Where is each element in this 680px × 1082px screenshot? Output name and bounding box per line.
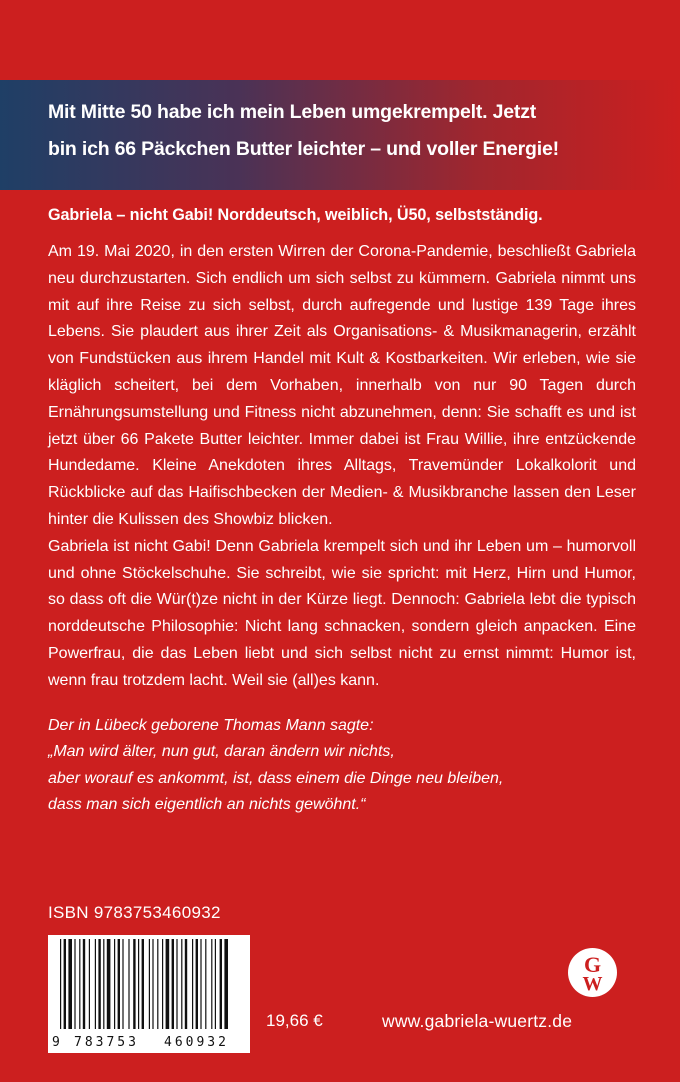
quote-line-4: dass man sich eigentlich an nichts gewöhnt.“ (48, 796, 366, 814)
logo-letter-w: W (582, 973, 603, 995)
barcode-bar (185, 939, 187, 1029)
barcode-bar (192, 939, 193, 1029)
description-paragraph-2: Gabriela ist nicht Gabi! Denn Gabriela krempelt sich und ihr Leben um – humorvoll und ohne Stöckelschuhe. Sie schreibt, wie sie spricht: mit Herz, Hirn und Humor, so dass oft die Wür(t)ze nicht in der Kürze liegt. Dennoch: Gabriela lebt die typisch norddeutsche Philosophie: Nicht lang schnacken, sondern gleich anpacken. Eine Powerfrau, die das Leben liebt und sich selbst nicht zu ernst nimmt: Humor ist, wenn frau trotzdem lacht. Weil sie (all)es kann. (48, 537, 636, 689)
barcode-bar (89, 939, 90, 1029)
barcode-bar (142, 939, 144, 1029)
barcode-digit-group-2: 460932 (164, 1035, 229, 1050)
barcode-bar (215, 939, 216, 1029)
blurb-content (48, 203, 636, 819)
logo-letter-g: G (583, 952, 602, 977)
barcode-bar (152, 939, 153, 1029)
barcode-digit-group-1: 783753 (74, 1035, 139, 1050)
barcode-bar (83, 939, 85, 1029)
isbn-barcode (48, 935, 250, 1053)
barcode-bar (205, 939, 206, 1029)
barcode-bar (98, 939, 100, 1029)
description (48, 239, 636, 695)
barcode-bar (200, 939, 201, 1029)
barcode-bar (95, 939, 96, 1029)
barcode-digit-first: 9 (52, 1035, 60, 1050)
lead-line: Gabriela – nicht Gabi! Norddeutsch, weiblich, Ü50, selbstständig. (48, 206, 543, 224)
barcode-bars (48, 935, 250, 1031)
barcode-bar (138, 939, 139, 1029)
barcode-bar (107, 939, 111, 1029)
barcode-bar (60, 939, 61, 1029)
description-paragraph-1: Am 19. Mai 2020, in den ersten Wirren der Corona-Pandemie, beschließt Gabriela neu durchzustarten. Sich endlich um sich selbst zu kümmern. Gabriela nimmt uns mit auf ihre Reise zu sich selbst, durch aufregende und lustige 139 Tage ihres Lebens. Sie plaudert aus ihrer Zeit als Organisations- & Musikmanagerin, erzählt von Fundstücken aus ihrem Handel mit Kult & Kostbarkeiten. Wir erleben, wie sie kläglich scheitert, bei dem Vorhaben, innerhalb von nur 90 Tagen durch Ernährungsumstellung und Fitness nicht abzunehmen, denn: Sie schafft es und ist jetzt über 66 Pakete Butter leichter. Immer dabei ist Frau Willie, ihre entzückende Hundedame. Kleine Anekdoten ihres Alltags, Travemünder Lokalkolorit und Rückblicke auf das Haifischbecken der Medien- & Musikbranche lassen den Leser hinter die Kulissen des Showbiz blicken. (48, 243, 636, 528)
barcode-bar (157, 939, 158, 1029)
barcode-bar (172, 939, 174, 1029)
quote-line-3: aber worauf es ankommt, ist, dass einem die Dinge neu bleiben, (48, 769, 504, 787)
barcode-bar (224, 939, 228, 1029)
barcode-bar (220, 939, 222, 1029)
barcode-bar (166, 939, 170, 1029)
barcode-bar (162, 939, 163, 1029)
barcode-bar (79, 939, 80, 1029)
banner-line-2: bin ich 66 Päckchen Butter leichter – und voller Energie! (48, 138, 559, 160)
barcode-bar (176, 939, 177, 1029)
isbn-label: ISBN 9783753460932 (48, 903, 221, 922)
barcode-digits (48, 1031, 250, 1053)
website-url[interactable]: www.gabriela-wuertz.de (382, 1011, 573, 1031)
barcode-bar (64, 939, 66, 1029)
barcode-bar (118, 939, 120, 1029)
barcode-bar (196, 939, 198, 1029)
barcode-bar (181, 939, 182, 1029)
barcode-bar (128, 939, 129, 1029)
thomas-mann-quote (48, 713, 636, 819)
banner-line-1: Mit Mitte 50 habe ich mein Leben umgekrempelt. Jetzt (48, 101, 537, 123)
publisher-logo (567, 947, 618, 998)
quote-line-1: Der in Lübeck geborene Thomas Mann sagte: (48, 716, 374, 734)
price: 19,66 € (266, 1011, 323, 1030)
barcode-bar (68, 939, 72, 1029)
headline-banner (0, 80, 680, 190)
quote-line-2: „Man wird älter, nun gut, daran ändern wir nichts, (48, 743, 395, 761)
barcode-bar (211, 939, 212, 1029)
barcode-bar (114, 939, 115, 1029)
barcode-bar (122, 939, 123, 1029)
barcode-bar (74, 939, 75, 1029)
barcode-bar (149, 939, 150, 1029)
gw-monogram-icon (567, 947, 618, 998)
barcode-bar (103, 939, 104, 1029)
barcode-bar (133, 939, 135, 1029)
